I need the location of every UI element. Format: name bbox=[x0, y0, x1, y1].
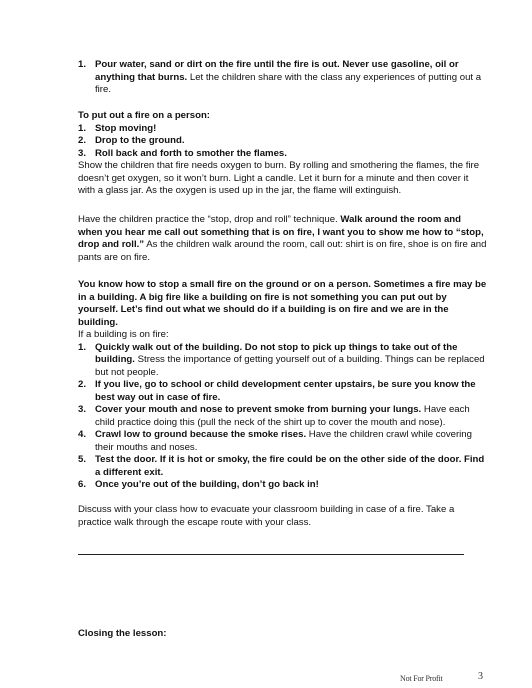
practice-text-post: As the children walk around the room, call out: shirt is on fire, shoe is on fire and pants are on fire. bbox=[78, 239, 487, 263]
page-number: 3 bbox=[478, 671, 483, 682]
item-number: 1. bbox=[78, 122, 87, 134]
oxygen-paragraph: Show the children that fire needs oxygen to burn. By rolling and smothering the flames, the fire doesn’t get oxygen, so it won’t burn. Light a candle. Let it burn for a minute and then cover it with a glass jar. As the oxygen is used up in the jar, the flame will extinguish. bbox=[78, 160, 480, 196]
item-text: Stress the importance of getting yourself out of a building. Things can be replaced but not people. bbox=[95, 354, 485, 378]
list-item bbox=[78, 429, 488, 454]
list-item bbox=[78, 404, 488, 429]
item-bold-text: Crawl low to ground because the smoke rises. bbox=[95, 429, 307, 440]
practice-text-pre: Have the children practice the “stop, drop and roll” technique. bbox=[78, 214, 341, 225]
item-bold-text: Test the door. If it is hot or smoky, the fire could be on the other side of the door. Find a different exit. bbox=[95, 454, 485, 478]
item-number: 2. bbox=[78, 379, 87, 390]
building-fire-section bbox=[78, 279, 488, 492]
item-number: 2. bbox=[78, 135, 87, 146]
item-bold-text: Roll back and forth to smother the flames. bbox=[95, 147, 287, 159]
item-bold-text: Once you’re out of the building, don’t go back in! bbox=[95, 479, 319, 490]
item-text: Have the children crawl while covering their mouths and noses. bbox=[95, 429, 472, 453]
practice-bold-text: Walk around the room and when you hear me call out something that is on fire, I want you to show me how to “stop, drop and roll.” bbox=[78, 214, 484, 250]
item-bold-text: Cover your mouth and nose to prevent smoke from burning your lungs. bbox=[95, 404, 422, 415]
item-bold-text: Drop to the ground. bbox=[95, 135, 185, 146]
item-number: 5. bbox=[78, 454, 87, 465]
list-item bbox=[78, 479, 488, 492]
list-item bbox=[78, 135, 488, 148]
footer-label: Not For Profit bbox=[400, 674, 443, 683]
building-lead: If a building is on fire: bbox=[78, 329, 169, 340]
item-number: 1. bbox=[78, 59, 87, 70]
item-bold-text: Pour water, sand or dirt on the fire until the fire is out. Never use gasoline, oil or anything that burns. bbox=[95, 59, 459, 83]
horizontal-rule bbox=[78, 554, 464, 555]
item-number: 1. bbox=[78, 341, 87, 353]
list-item bbox=[78, 379, 488, 404]
list-item bbox=[78, 148, 488, 161]
item-number: 3. bbox=[78, 404, 87, 415]
item-bold-text: If you live, go to school or child development center upstairs, be sure you know the best way out in case of fire. bbox=[95, 379, 476, 403]
list-item bbox=[78, 123, 488, 136]
item-bold-text: Stop moving! bbox=[95, 122, 157, 134]
item-number: 4. bbox=[78, 429, 87, 440]
building-intro: You know how to stop a small fire on the ground or on a person. Sometimes a fire may be in a building. A big fire like a building on fire is not something you can put out by yourself. Let’s find out what we should do if a building is on fire and we are in the building. bbox=[78, 279, 487, 328]
item-text: Let the children share with the class any experiences of putting out a fire. bbox=[95, 71, 482, 95]
section-heading: To put out a fire on a person: bbox=[78, 110, 210, 121]
intro-step bbox=[78, 59, 488, 97]
item-number: 3. bbox=[78, 147, 87, 159]
list-item bbox=[78, 342, 488, 380]
discuss-paragraph: Discuss with your class how to evacuate your classroom building in case of a fire. Take a practice walk through the escape route with your class. bbox=[78, 504, 455, 528]
list-item bbox=[78, 454, 488, 479]
item-text: Have each child practice doing this (pull the neck of the shirt up to cover the mouth and nose). bbox=[95, 404, 470, 428]
practice-paragraph bbox=[78, 214, 488, 264]
closing-heading: Closing the lesson: bbox=[78, 628, 167, 639]
list-item bbox=[78, 59, 488, 97]
person-fire-section bbox=[78, 110, 488, 198]
item-bold-text: Quickly walk out of the building. Do not stop to pick up things to take out of the building. bbox=[95, 341, 458, 365]
item-number: 6. bbox=[78, 479, 87, 490]
